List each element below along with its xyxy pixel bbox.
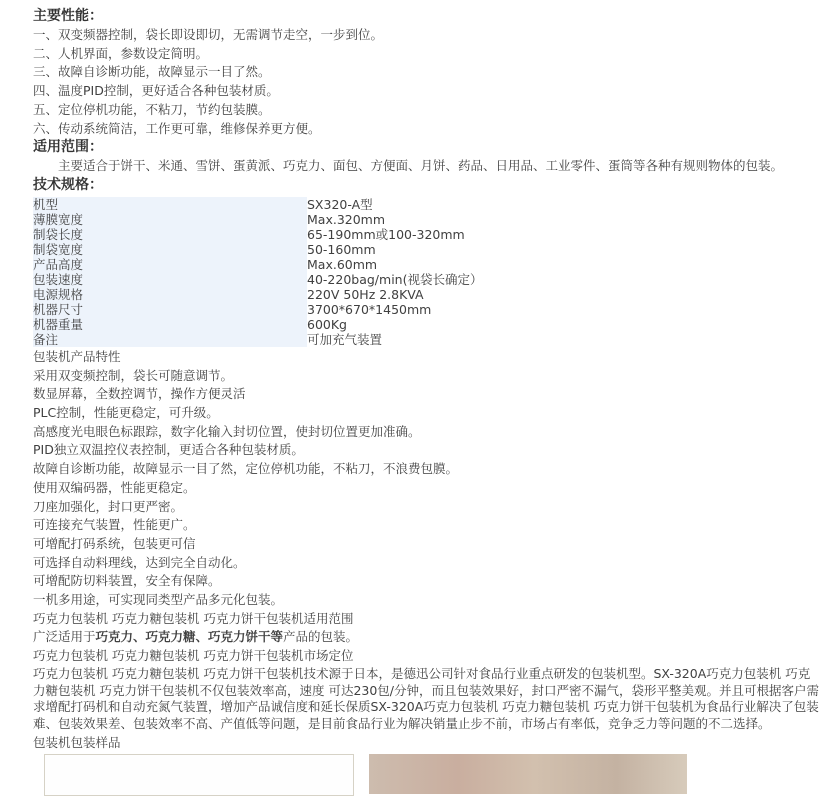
spec-value: 40-220bag/min(视袋长确定） xyxy=(307,272,587,287)
spec-value: 65-190mm或100-320mm xyxy=(307,227,587,242)
chocolate-scope-bold: 巧克力、巧克力糖、巧克力饼干等 xyxy=(95,629,284,645)
feature-item: 高感度光电眼色标跟踪，数字化输入封切位置，使封切位置更加准确。 xyxy=(33,423,421,439)
sample-photo-right xyxy=(369,754,687,794)
spec-table xyxy=(33,197,587,347)
feature-item: 可增配打码系统，包装更可信 xyxy=(33,535,196,551)
spec-label: 机型 xyxy=(33,197,307,212)
scope-text: 主要适合于饼干、米通、雪饼、蛋黄派、巧克力、面包、方便面、月饼、药品、日用品、工业零件、蛋筒等各种有规则物体的包装。 xyxy=(58,158,784,174)
table-row xyxy=(33,242,587,257)
table-row xyxy=(33,317,587,332)
spec-label: 包装速度 xyxy=(33,272,307,287)
spec-value: SX320-A型 xyxy=(307,197,587,212)
table-row xyxy=(33,332,587,347)
sample-photos-row xyxy=(44,754,822,796)
spec-label: 备注 xyxy=(33,332,307,347)
spec-value: 可加充气装置 xyxy=(307,332,587,347)
performance-item: 三、故障自诊断功能，故障显示一目了然。 xyxy=(33,64,271,80)
spec-label: 制袋宽度 xyxy=(33,242,307,257)
spec-label: 薄膜宽度 xyxy=(33,212,307,227)
table-row xyxy=(33,227,587,242)
feature-item: 采用双变频控制，袋长可随意调节。 xyxy=(33,367,234,383)
chocolate-market-title: 巧克力包装机 巧克力糖包装机 巧克力饼干包装机市场定位 xyxy=(33,648,354,664)
spec-value: Max.320mm xyxy=(307,212,587,227)
feature-item: 一机多用途，可实现同类型产品多元化包装。 xyxy=(33,592,284,608)
samples-title: 包装机包装样品 xyxy=(33,735,121,751)
feature-item: 刀座加强化，封口更严密。 xyxy=(33,498,184,514)
spec-value: 220V 50Hz 2.8KVA xyxy=(307,287,587,302)
feature-item: PID独立双温控仪表控制，更适合各种包装材质。 xyxy=(33,442,304,458)
chocolate-scope-title: 巧克力包装机 巧克力糖包装机 巧克力饼干包装机适用范围 xyxy=(33,610,354,626)
table-row xyxy=(33,272,587,287)
feature-item: PLC控制，性能更稳定，可升级。 xyxy=(33,405,219,421)
performance-item: 二、人机界面，参数设定简明。 xyxy=(33,45,209,61)
feature-item: 可选择自动料理线，达到完全自动化。 xyxy=(33,554,246,570)
feature-item: 可连接充气装置，性能更广。 xyxy=(33,517,196,533)
table-row xyxy=(33,197,587,212)
performance-item: 五、定位停机功能，不粘刀，节约包装膜。 xyxy=(33,101,271,117)
sample-photo-left xyxy=(44,754,354,796)
spec-label: 制袋长度 xyxy=(33,227,307,242)
spec-label: 产品高度 xyxy=(33,257,307,272)
spec-label: 电源规格 xyxy=(33,287,307,302)
table-row xyxy=(33,257,587,272)
spec-label: 机器重量 xyxy=(33,317,307,332)
spec-value: 600Kg xyxy=(307,317,587,332)
table-row xyxy=(33,302,587,317)
section-title-performance: 主要性能： xyxy=(33,8,103,24)
spec-value: 50-160mm xyxy=(307,242,587,257)
performance-item: 四、温度PID控制，更好适合各种包装材质。 xyxy=(33,83,279,99)
section-title-specs: 技术规格： xyxy=(33,176,103,193)
feature-item: 可增配防切料装置，安全有保障。 xyxy=(33,573,221,589)
feature-item: 故障自诊断功能，故障显示一目了然，定位停机功能，不粘刀，不浪费包膜。 xyxy=(33,461,459,477)
spec-label: 机器尺寸 xyxy=(33,302,307,317)
feature-item: 数显屏幕，全数控调节，操作方便灵活 xyxy=(33,386,246,402)
table-row xyxy=(33,212,587,227)
features-title: 包装机产品特性 xyxy=(33,348,121,364)
table-row xyxy=(33,287,587,302)
performance-item: 一、双变频器控制，袋长即设即切，无需调节走空，一步到位。 xyxy=(33,27,384,42)
chocolate-market-text: 巧克力包装机 巧克力糖包装机 巧克力饼干包装机技术源于日本，是德迅公司针对食品行业重点研发的包装机型。SX-320A巧克力包装机 巧克力糖包装机 巧克力饼干包装机不仅包装效率高，速度 可达230包/分钟，而且包装效果好，封口严密不漏气，袋形平整美观。并且可根据客户需求增配打码机和自动充氮气装置，增加产品诚信度和延长保质SX-320A巧克力包装机 巧克力糖包装机 巧克力饼干包装机为食品行业解决了包装难、包装效果差、包装效率不高、产值低等问题，是目前食品行业为解决销量止步不前，市场占有率低，竞争乏力等问题的不二选择。 xyxy=(33,665,820,732)
feature-item: 使用双编码器，性能更稳定。 xyxy=(33,479,196,495)
chocolate-scope-suffix: 产品的包装。 xyxy=(283,629,359,645)
spec-value: 3700*670*1450mm xyxy=(307,302,587,317)
chocolate-scope-prefix: 广泛适用于 xyxy=(33,629,96,645)
section-title-scope: 适用范围： xyxy=(33,139,103,156)
chocolate-scope-line xyxy=(33,628,822,647)
spec-value: Max.60mm xyxy=(307,257,587,272)
performance-item: 六、传动系统简洁，工作更可靠，维修保养更方便。 xyxy=(33,120,321,136)
